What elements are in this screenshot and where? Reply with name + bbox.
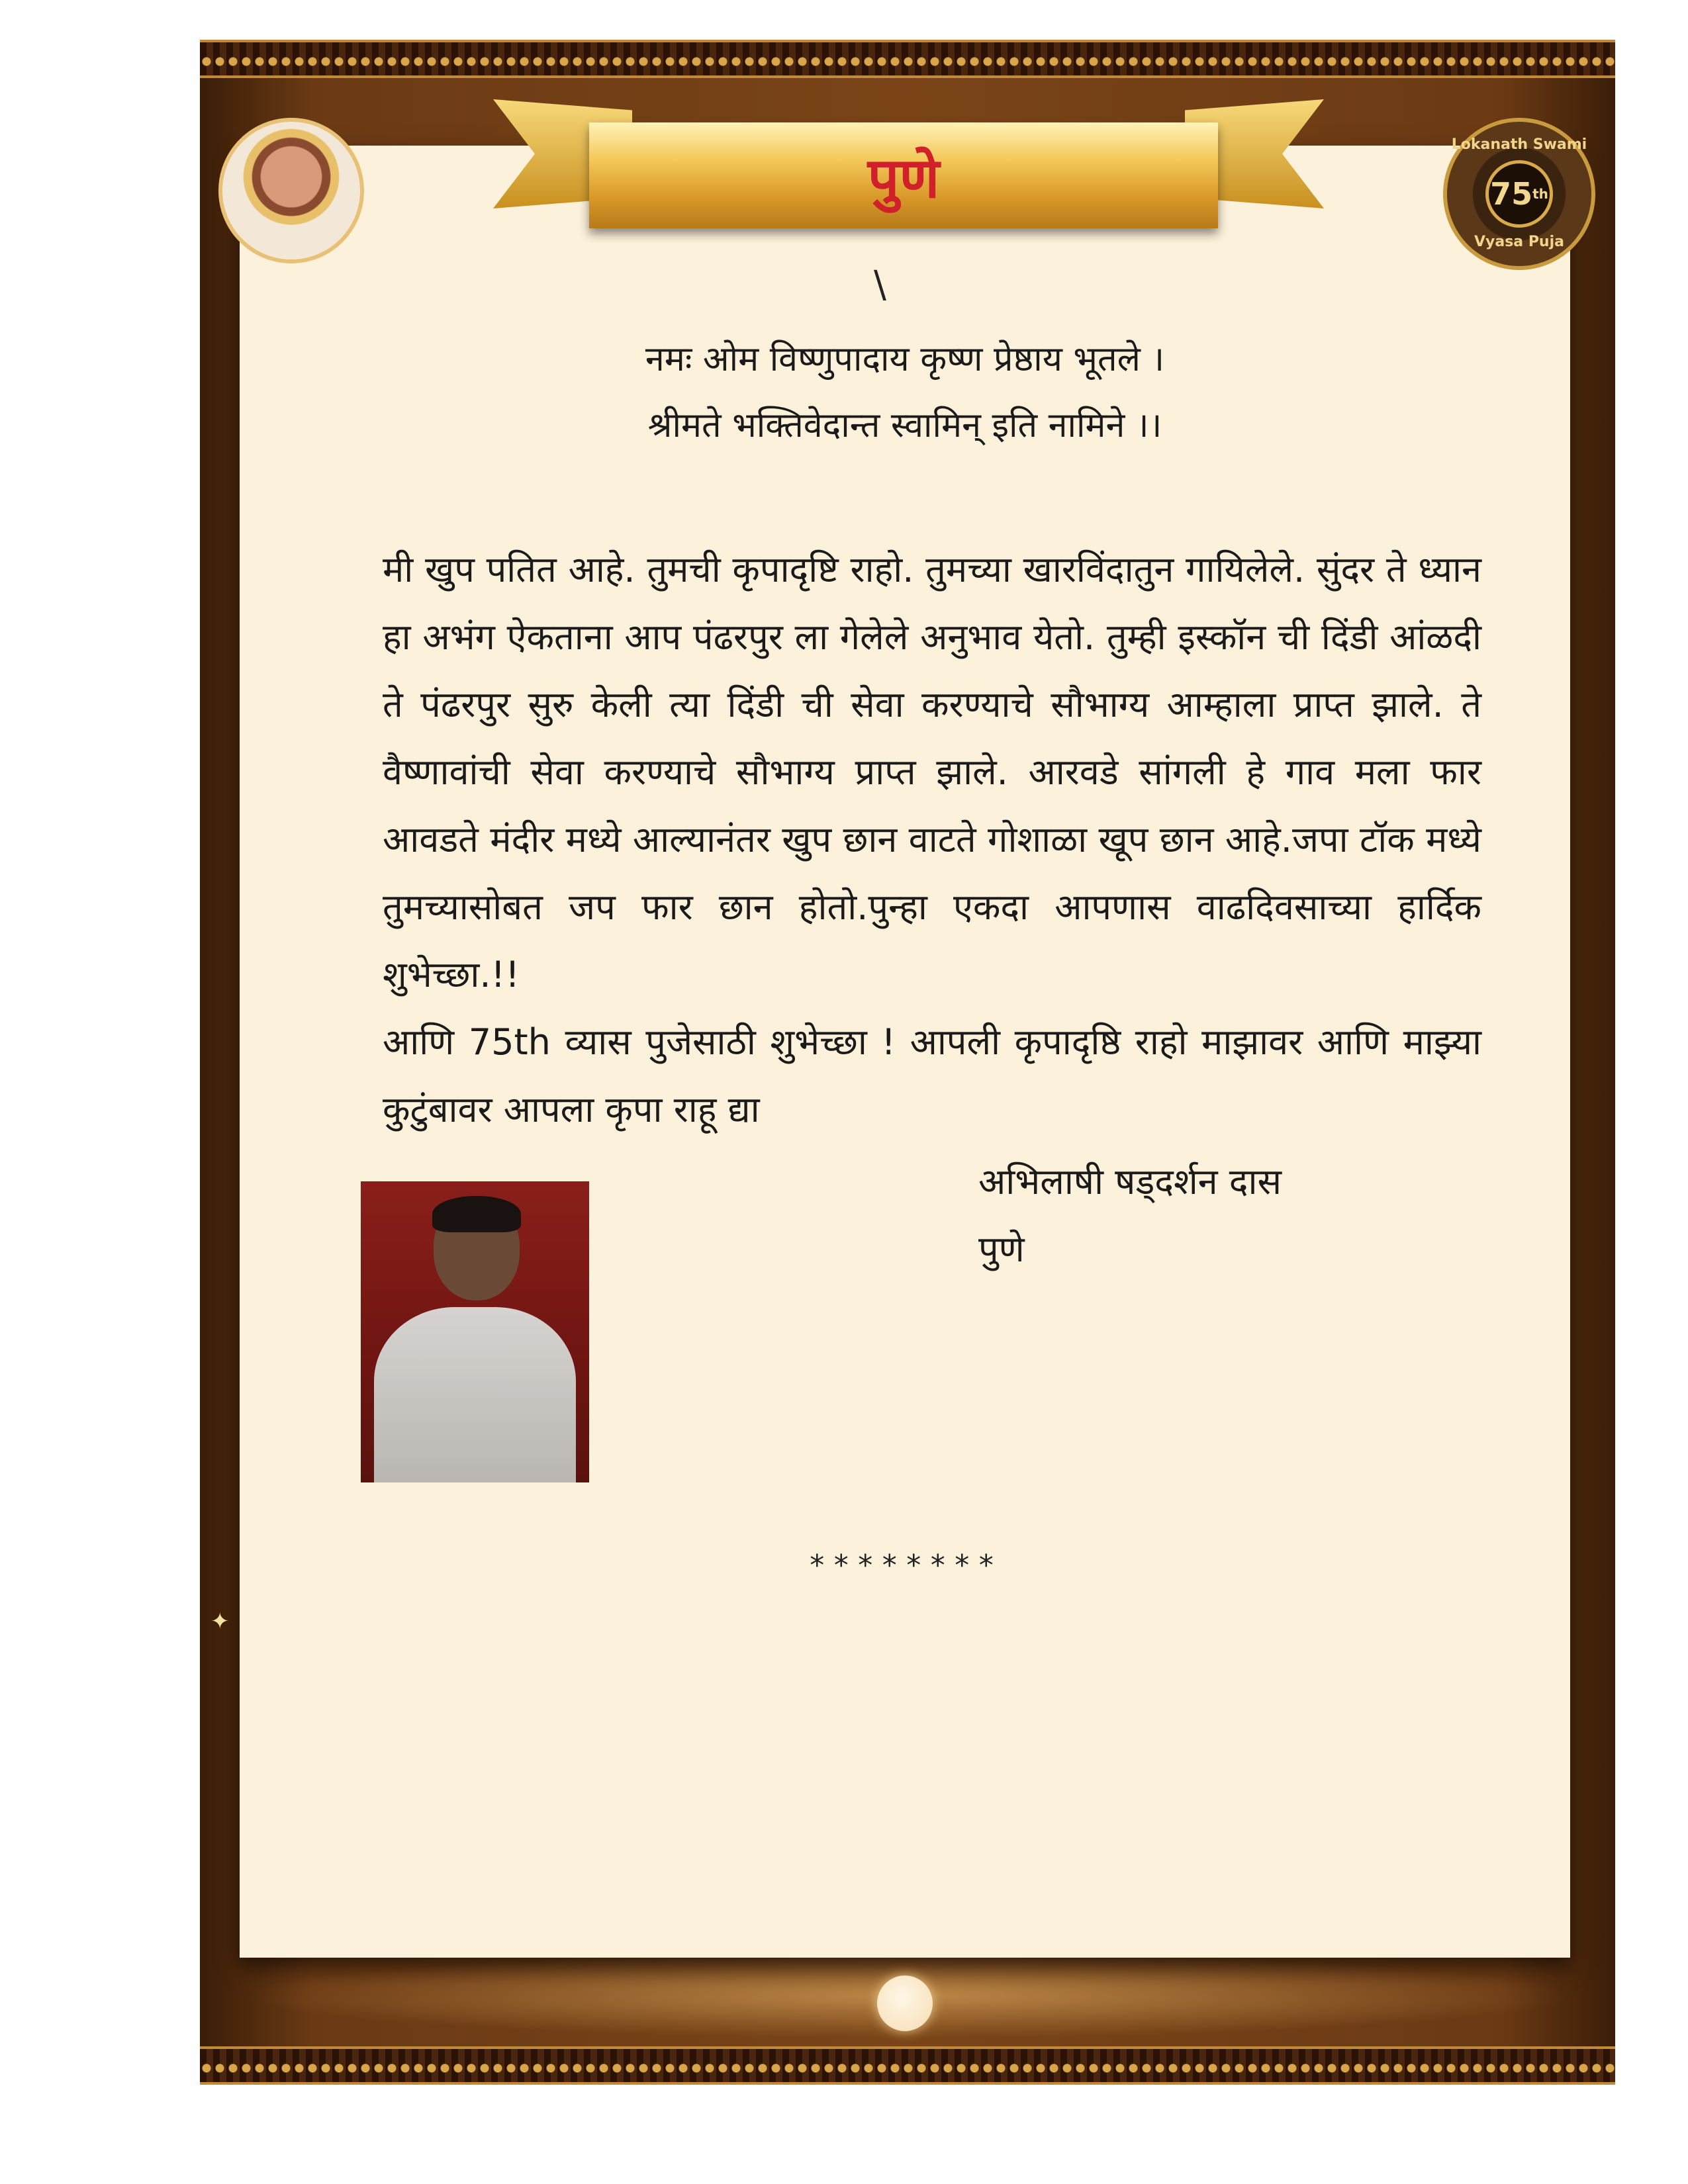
author-photo: [361, 1181, 589, 1482]
photo-shirt: [374, 1307, 576, 1482]
letter-body: [383, 536, 1481, 1144]
mantra-line-1: नमः ओम विष्णुपादाय कृष्ण प्रेष्ठाय भूतले ।: [645, 340, 1165, 379]
title-ribbon: [589, 122, 1218, 228]
mantra-line-2: श्रीमते भक्तिवेदान्त स्वामिन् इति नामिने ।।: [647, 406, 1162, 445]
decorative-border-bottom: [200, 2046, 1615, 2085]
badge-top-text: Lokanath Swami: [1451, 136, 1587, 153]
badge-bottom-text: Vyasa Puja: [1474, 234, 1564, 250]
badge-number: [1485, 160, 1553, 228]
separator-stars: ********: [808, 1549, 1002, 1582]
badge-number-suffix: th: [1532, 186, 1548, 202]
vyasa-puja-badge: [1443, 118, 1595, 270]
letter-paragraph-1: मी खुप पतित आहे. तुमची कृपादृष्टि राहो. तुमच्या खारविंदातुन गायिलेले. सुंदर ते ध्यान हा अभंग ऐकताना आप पंढरपुर ला गेलेले अनुभाव येतो. तुम्ही इस्कॉन ची दिंडी आंळदी ते पंढरपुर सुरु केली त्या दिंडी ची सेवा करण्याचे सौभाग्य आम्हाला प्राप्त झाले. ते वैष्णावांची सेवा करण्याचे सौभाग्य प्राप्त झाले. आरवडे सांगली हे गाव मला फार आवडते मंदीर मध्ये आल्यानंतर खुप छान वाटते गोशाळा खूप छान आहे.जपा टॉक मध्ये तुमच्यासोबत जप फार छान होतो.पुन्हा एकदा आपणास वाढदिवसाच्या हार्दिक शुभेच्छा.!!: [383, 549, 1481, 995]
signature-name: अभिलाषी षड्दर्शन दास: [978, 1161, 1282, 1203]
backslash-mark: \: [874, 263, 886, 306]
signature-block: [978, 1148, 1282, 1283]
badge-number-value: 75: [1490, 176, 1533, 212]
page-indicator-dot: [877, 1976, 933, 2031]
photo-hair: [432, 1196, 521, 1232]
sparkle-icon: ✦: [211, 1608, 230, 1635]
guru-portrait: [218, 118, 364, 263]
decorative-border-top: [200, 40, 1615, 78]
letter-paragraph-2: आणि 75th व्यास पुजेसाठी शुभेच्छा ! आपली कृपादृष्ठि राहो माझावर आणि माझ्या कुटुंबावर आपला कृपा राहू द्या: [383, 1021, 1481, 1130]
signature-city: पुणे: [978, 1228, 1025, 1270]
page-title: पुणे: [867, 145, 940, 210]
